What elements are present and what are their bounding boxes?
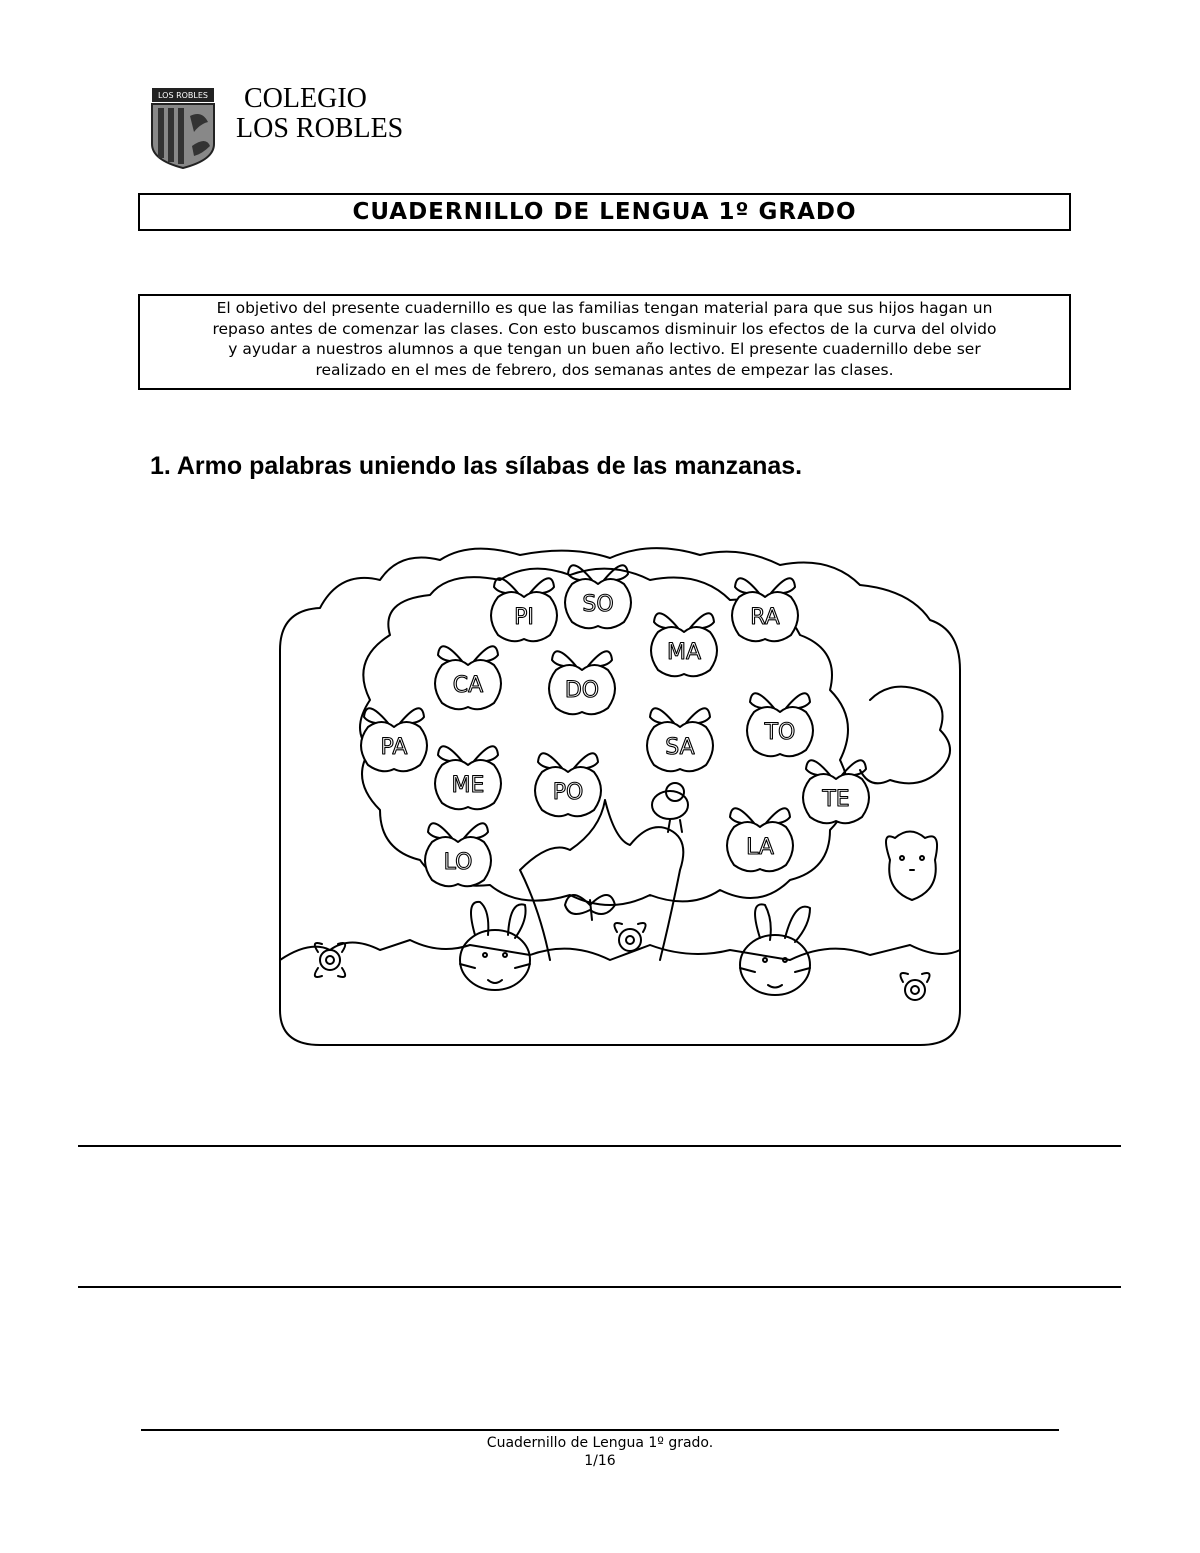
- intro-line: El objetivo del presente cuadernillo es que las familias tengan material para que sus hijos hagan un: [216, 299, 993, 317]
- syllable-label: DO: [564, 678, 600, 703]
- apple-syllable-pi: [491, 578, 557, 641]
- butterfly: [565, 895, 615, 920]
- school-name-line2: LOS ROBLES: [236, 113, 404, 144]
- intro-line: repaso antes de comenzar las clases. Con esto buscamos disminuir los efectos de la curva del olvido: [212, 319, 997, 338]
- flower: [614, 923, 645, 951]
- apple-leaves: [654, 613, 714, 628]
- school-name: [236, 84, 403, 144]
- apple-leaves: [650, 708, 710, 723]
- syllable-label: LO: [443, 850, 473, 875]
- intro-line: y ayudar a nuestros alumnos a que tengan un buen año lectivo. El presente cuadernillo debe ser: [228, 340, 981, 358]
- syllable-label: MA: [666, 640, 702, 665]
- school-name-line1: COLEGIO: [244, 83, 367, 114]
- syllable-label: CA: [452, 673, 484, 698]
- document-title: CUADERNILLO DE LENGUA 1º GRADO: [138, 193, 1071, 231]
- syllable-label: PO: [552, 780, 584, 805]
- apple-syllable-sa: [647, 708, 713, 771]
- logo-text: LOS ROBLES: [157, 91, 209, 100]
- school-crest-logo: [150, 86, 216, 170]
- syllable-label: ME: [451, 773, 485, 798]
- answer-line-1[interactable]: [78, 1145, 1121, 1147]
- apple-syllable-me: [435, 746, 501, 809]
- syllable-label: SO: [582, 592, 614, 617]
- apple-tree-illustration: [270, 540, 970, 1060]
- bird: [652, 783, 688, 832]
- apple-leaves: [750, 693, 810, 708]
- exercise-heading: 1. Armo palabras uniendo las sílabas de las manzanas.: [150, 452, 803, 480]
- syllable-label: RA: [750, 605, 780, 630]
- apple-syllable-po: [535, 753, 601, 816]
- syllable-label: TO: [764, 720, 796, 745]
- apple-leaves: [438, 746, 498, 761]
- apple-leaves: [730, 808, 790, 823]
- apple-leaves: [428, 823, 488, 838]
- intro-paragraph: [138, 294, 1071, 390]
- fox: [886, 832, 937, 901]
- apple-leaves: [364, 708, 424, 723]
- page-number: 1/16: [584, 1453, 616, 1469]
- apple-leaves: [552, 651, 612, 666]
- apple-leaves: [538, 753, 598, 768]
- apple-syllable-lo: [425, 823, 491, 886]
- syllable-label: PA: [380, 735, 408, 760]
- footer-title: Cuadernillo de Lengua 1º grado.: [486, 1435, 714, 1451]
- apple-syllable-so: [565, 565, 631, 628]
- flower: [900, 973, 929, 1000]
- syllable-label: SA: [665, 735, 695, 760]
- bush: [860, 687, 950, 784]
- apple-leaves: [806, 760, 866, 775]
- apple-leaves: [494, 578, 554, 593]
- apple-leaves: [438, 646, 498, 661]
- intro-line: realizado en el mes de febrero, dos semanas antes de empezar las clases.: [315, 360, 894, 379]
- answer-line-2[interactable]: [78, 1286, 1121, 1288]
- syllable-label: LA: [746, 835, 774, 860]
- apple-syllable-ma: [651, 613, 717, 676]
- apple-syllable-do: [549, 651, 615, 714]
- apple-syllable-pa: [361, 708, 427, 771]
- syllable-label: PI: [514, 605, 534, 630]
- apple-syllable-la: [727, 808, 793, 871]
- apple-leaves: [735, 578, 795, 593]
- rabbit-right: [740, 904, 810, 995]
- tree-trunk: [520, 800, 683, 960]
- apple-syllable-to: [747, 693, 813, 756]
- footer-rule: [141, 1429, 1059, 1431]
- footer: [141, 1434, 1059, 1470]
- flower: [315, 943, 345, 977]
- apple-syllable-ca: [435, 646, 501, 709]
- syllable-label: TE: [822, 787, 850, 812]
- apple-group: [361, 565, 869, 886]
- apple-syllable-ra: [732, 578, 798, 641]
